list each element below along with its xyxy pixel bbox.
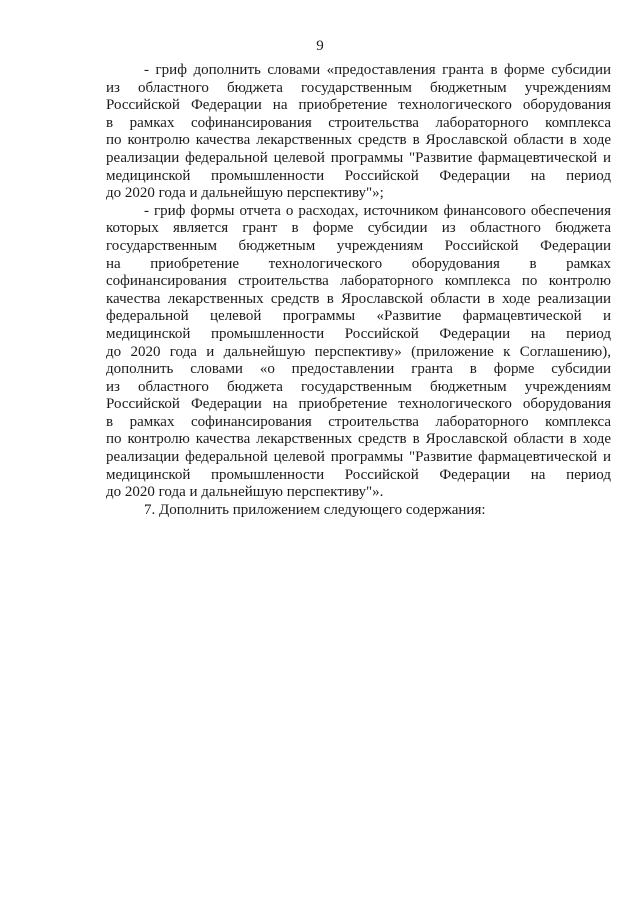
text-line: которых является грант в форме субсидии из областного бюджета (106, 220, 611, 237)
text-line: государственным бюджетным учреждениям Российской Федерации (106, 237, 611, 254)
text-line: Российской Федерации на приобретение технологического оборудования (106, 396, 611, 413)
text-line: софинансирования строительства лабораторного комплекса по контролю (106, 273, 611, 290)
text-line: до 2020 года и дальнейшую перспективу"». (106, 484, 384, 501)
text-line: из областного бюджета государственным бюджетным учреждениям (106, 378, 611, 395)
paragraph-3 (106, 502, 611, 520)
text-line: в рамках софинансирования строительства лабораторного комплекса (106, 413, 611, 430)
document-body (106, 62, 611, 519)
paragraph-2 (106, 203, 611, 502)
text-line: - гриф формы отчета о расходах, источником финансового обеспечения (144, 202, 611, 219)
paragraph-1 (106, 62, 611, 203)
text-line: реализации федеральной целевой программы "Развитие фармацевтической и (106, 449, 611, 466)
text-line: в рамках софинансирования строительства лабораторного комплекса (106, 114, 611, 131)
text-line: Российской Федерации на приобретение технологического оборудования (106, 97, 611, 114)
text-line: до 2020 года и дальнейшую перспективу"»; (106, 185, 384, 202)
page-number: 9 (316, 38, 324, 54)
text-line: по контролю качества лекарственных средств в Ярославской области в ходе (106, 132, 611, 149)
text-line: на приобретение технологического оборудования в рамках (106, 255, 611, 272)
text-line: качества лекарственных средств в Ярославской области в ходе реализации (106, 290, 611, 307)
text-line: 7. Дополнить приложением следующего содержания: (144, 501, 486, 518)
text-line: медицинской промышленности Российской Федерации на период (106, 325, 611, 342)
text-line: федеральной целевой программы «Развитие фармацевтической и (106, 308, 611, 325)
text-line: медицинской промышленности Российской Федерации на период (106, 466, 611, 483)
text-line: до 2020 года и дальнейшую перспективу» (приложение к Соглашению), (106, 343, 611, 360)
text-line: из областного бюджета государственным бюджетным учреждениям (106, 79, 611, 96)
text-line: - гриф дополнить словами «предоставления гранта в форме субсидии (144, 62, 611, 78)
text-line: медицинской промышленности Российской Федерации на период (106, 167, 611, 184)
text-line: дополнить словами «о предоставлении гранта в форме субсидии (106, 361, 611, 378)
text-line: реализации федеральной целевой программы "Развитие фармацевтической и (106, 149, 611, 166)
text-line: по контролю качества лекарственных средств в Ярославской области в ходе (106, 431, 611, 448)
